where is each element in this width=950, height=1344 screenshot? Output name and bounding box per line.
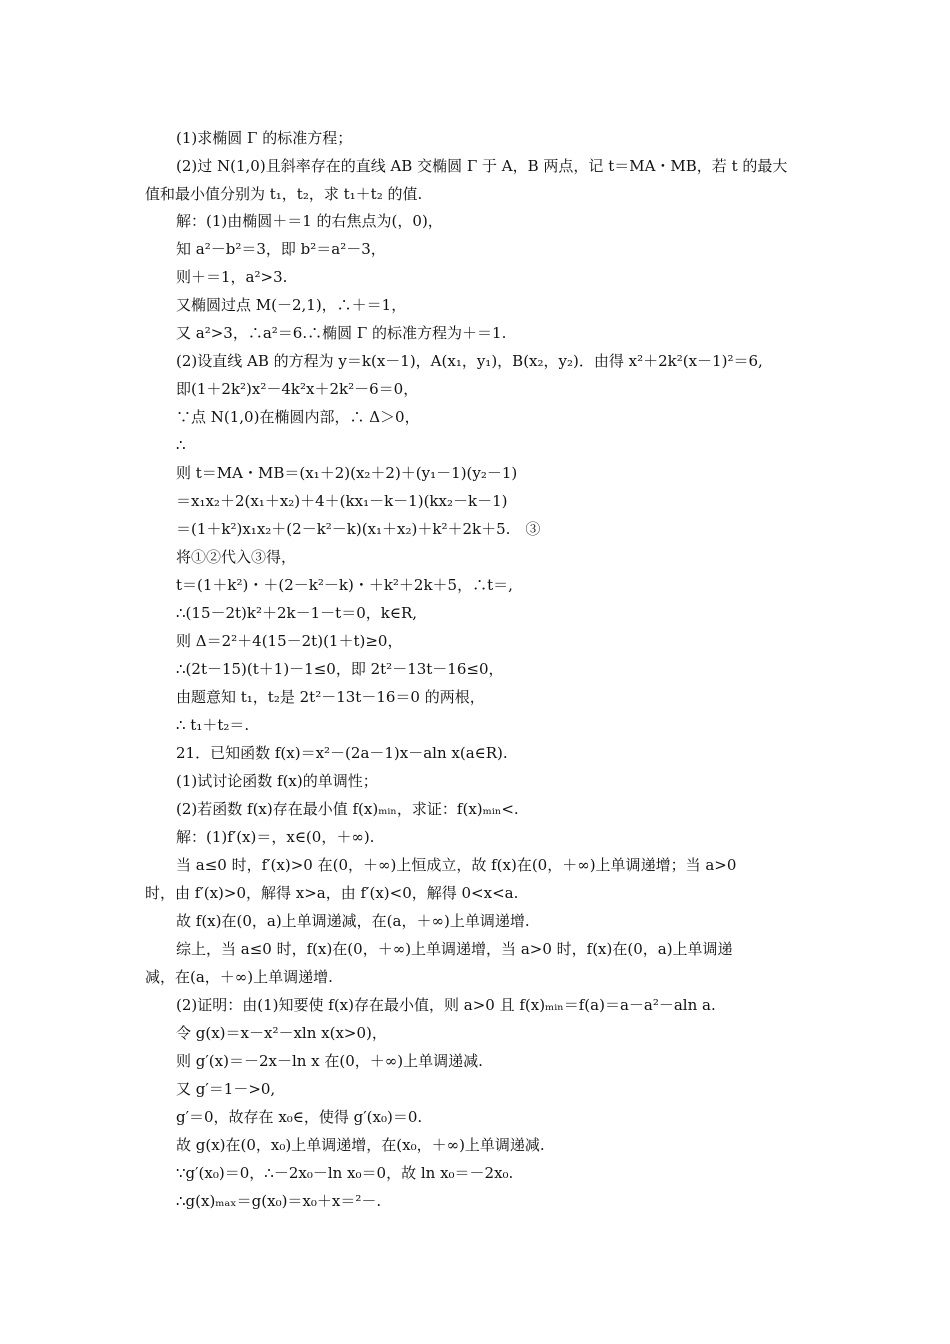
text-line: 综上，当 a≤0 时，f(x)在(0，＋∞)上单调递增，当 a>0 时，f(x)在(0，a)上单调递 [176,940,733,958]
text-line: 故 g(x)在(0，x₀)上单调递增，在(x₀，＋∞)上单调递减. [176,1136,545,1154]
text-line: ∴g(x)ₘₐₓ＝g(x₀)＝x₀＋x＝²－. [176,1192,382,1210]
text-line: 又 a²>3，∴a²＝6.∴椭圆 Γ 的标准方程为＋＝1. [176,324,507,342]
text-line: ∴ t₁＋t₂＝. [176,716,250,734]
text-line: (2)若函数 f(x)存在最小值 f(x)ₘᵢₙ，求证：f(x)ₘᵢₙ<. [176,800,519,818]
text-line: ＝(1＋k²)x₁x₂＋(2－k²－k)(x₁＋x₂)＋k²＋2k＋5. ③ [176,520,541,538]
text-line: (2)证明：由(1)知要使 f(x)存在最小值，则 a>0 且 f(x)ₘᵢₙ＝f(a)＝a－a²－aln a. [176,996,716,1014]
text-line: 则＋＝1，a²>3. [176,268,288,286]
text-line: 令 g(x)＝x－x²－xln x(x>0)， [176,1024,387,1042]
text-line: 故 f(x)在(0，a)上单调递减，在(a，＋∞)上单调递增. [176,912,530,930]
text-line: ∴(15－2t)k²＋2k－1－t＝0，k∈R, [176,604,418,622]
text-line: 解：(1)由椭圆＋＝1 的右焦点为(，0)， [176,212,443,230]
text-line: 解：(1)f′(x)＝，x∈(0，＋∞). [176,828,375,846]
text-line: 值和最小值分别为 t₁，t₂，求 t₁＋t₂ 的值. [145,185,423,203]
text-line: 当 a≤0 时，f′(x)>0 在(0，＋∞)上恒成立，故 f(x)在(0，＋∞)上单调递增；当 a>0 [176,856,737,874]
text-line: ∵点 N(1,0)在椭圆内部，∴ Δ＞0， [176,408,420,426]
text-line: 将①②代入③得， [176,548,297,566]
text-line: g′＝0，故存在 x₀∈，使得 g′(x₀)＝0. [176,1108,423,1126]
text-line: 则 g′(x)＝－2x－ln x 在(0，＋∞)上单调递减. [176,1052,483,1070]
text-line: (2)设直线 AB 的方程为 y＝k(x－1)，A(x₁，y₁)，B(x₂，y₂)．由得 x²＋2k²(x－1)²＝6, [176,352,763,370]
text-line: 又 g′＝1－>0, [176,1080,276,1098]
text-line: 由题意知 t₁，t₂是 2t²－13t－16＝0 的两根， [176,688,485,706]
text-line: 即(1＋2k²)x²－4k²x＋2k²－6＝0， [176,380,419,398]
text-line: ∴(2t－15)(t＋1)－1≤0，即 2t²－13t－16≤0， [176,660,504,678]
text-line: 减，在(a，＋∞)上单调递增. [145,968,333,986]
text-line: 21．已知函数 f(x)＝x²－(2a－1)x－aln x(a∈R). [176,744,508,762]
text-line: (1)试讨论函数 f(x)的单调性； [176,772,378,790]
text-line: 知 a²－b²＝3，即 b²＝a²－3， [176,240,386,258]
text-line: 又椭圆过点 M(－2,1)，∴＋＝1， [176,296,407,314]
text-line: t＝(1＋k²)・＋(2－k²－k)・＋k²＋2k＋5，∴t＝, [176,576,513,594]
text-line: ＝x₁x₂＋2(x₁＋x₂)＋4＋(kx₁－k－1)(kx₂－k－1) [176,492,508,510]
text-line: 则 Δ＝2²＋4(15－2t)(1＋t)≥0， [176,632,403,650]
text-line: 时，由 f′(x)>0，解得 x>a，由 f′(x)<0，解得 0<x<a. [145,884,519,902]
text-line: (2)过 N(1,0)且斜率存在的直线 AB 交椭圆 Γ 于 A，B 两点，记 t＝MA・MB，若 t 的最大 [176,157,788,175]
text-line: ∵g′(x₀)＝0，∴－2x₀－ln x₀＝0，故 ln x₀＝－2x₀. [176,1164,514,1182]
text-line: (1)求椭圆 Γ 的标准方程； [176,129,353,147]
text-line: 则 t＝MA・MB＝(x₁＋2)(x₂＋2)＋(y₁－1)(y₂－1) [176,464,518,482]
text-line: ∴ [176,436,186,454]
